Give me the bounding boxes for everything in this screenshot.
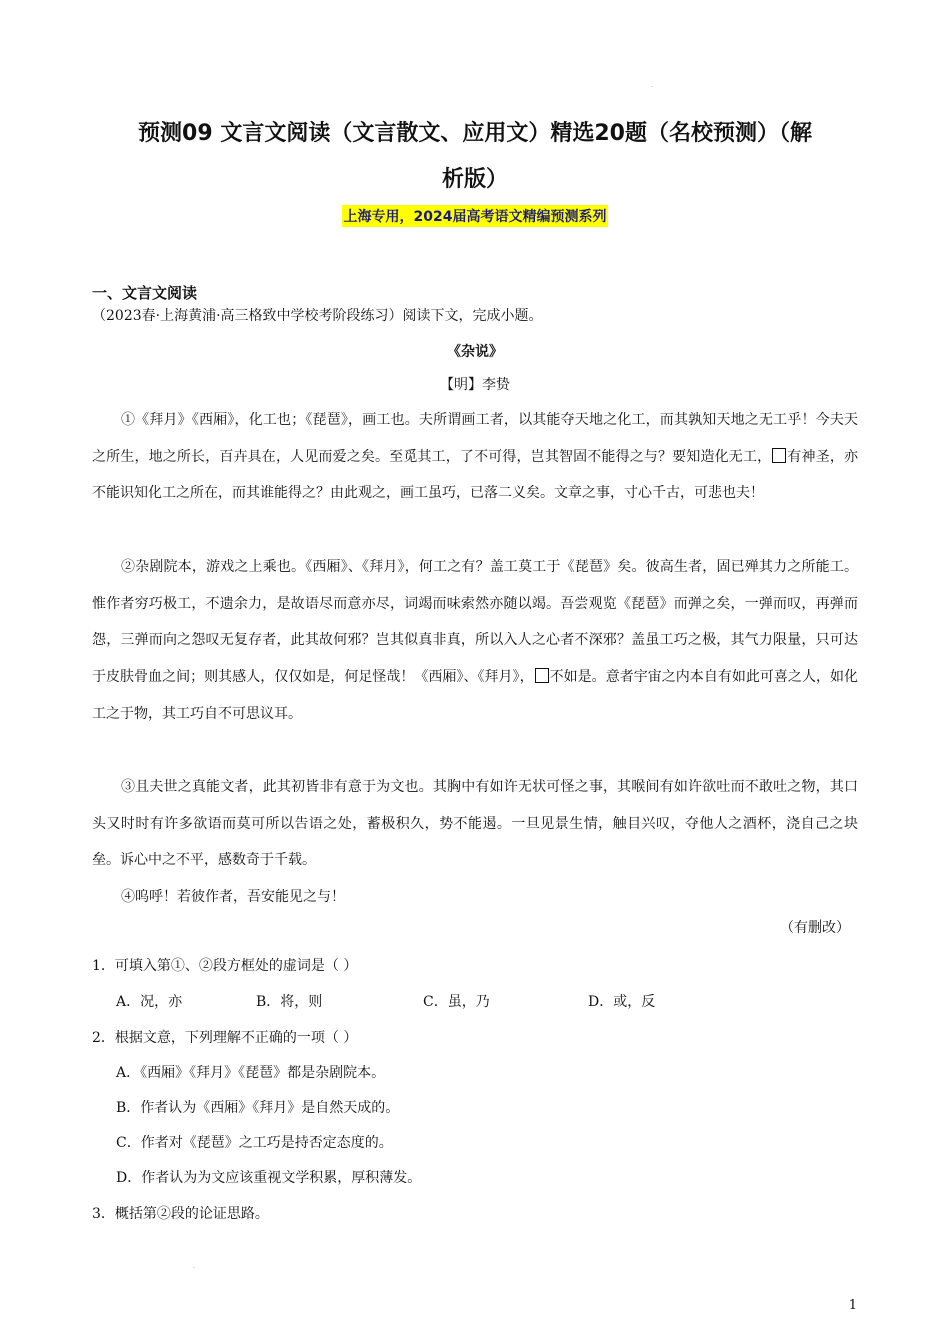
page-number: 1 xyxy=(848,1298,857,1313)
q1-option-a: A．况，亦 xyxy=(116,994,183,1010)
passage-paragraph-4: ④呜呼！若彼作者，吾安能见之与！ xyxy=(121,889,345,905)
blank-box-2 xyxy=(535,668,549,683)
q2-option-c: C．作者对《琵琶》之工巧是持否定态度的。 xyxy=(116,1135,393,1151)
question-source: （2023春·上海黄浦·高三格致中学校考阶段练习）阅读下文，完成小题。 xyxy=(92,308,543,324)
blank-box-1 xyxy=(772,448,786,463)
question-3: 3．概括第②段的论证思路。 xyxy=(92,1206,269,1222)
passage-author: 【明】李贽 xyxy=(440,377,510,393)
passage-note: （有删改） xyxy=(780,920,850,936)
q1-option-c: C．虽，乃 xyxy=(423,994,490,1010)
subtitle-container xyxy=(0,205,950,227)
paragraph-1-text-b: 有神圣，亦不能识知化工之所在，而其谁能得之？由此观之，画工虽巧，已落二义矣。文章之事，寸心千古，可悲也夫！ xyxy=(92,448,859,502)
page-title-line1: 预测09 文言文阅读（文言散文、应用文）精选20题（名校预测）（解 xyxy=(138,121,812,146)
q2-option-d: D．作者认为为文应该重视文学积累，厚积薄发。 xyxy=(116,1170,422,1186)
q1-option-d: D．或，反 xyxy=(588,994,656,1010)
subtitle-highlight: 上海专用，2024届高考语文精编预测系列 xyxy=(342,205,609,227)
passage-paragraph-2 xyxy=(92,549,858,733)
q2-option-b: B．作者认为《西厢》《拜月》是自然天成的。 xyxy=(116,1100,400,1116)
section-heading: 一、文言文阅读 xyxy=(92,284,198,302)
mark-dot: . xyxy=(651,82,653,89)
paragraph-2-text-b: 不如是。意者宇宙之内本自有如此可喜之人，如化工之于物，其工巧自不可思议耳。 xyxy=(92,669,859,722)
page-title-line2: 析版） xyxy=(441,167,508,192)
question-1: 1．可填入第①、②段方框处的虚词是（ ） xyxy=(92,958,358,974)
passage-paragraph-1 xyxy=(92,402,858,512)
question-2: 2．根据文意，下列理解不正确的一项（ ） xyxy=(92,1030,358,1046)
paragraph-2-text-a: ②杂剧院本，游戏之上乘也。《西厢》、《拜月》，何工之有？盖工莫工于《琵琶》矣。彼高生者，固已殚其力之所能工。惟作者穷巧极工，不遗余力，是故语尽而意亦尽，词竭而味索然亦随以竭。吾尝观览《琵琶》而弹之矣，一弹而叹，再弹而怨，三弹而向之怨叹无复存者，此其故何邪？岂其似真非真，所以入人之心者不深邪？盖虽工巧之极，其气力限量，只可达于皮肤骨血之间；则其感人，仅仅如是，何足怪哉！《西厢》、《拜月》， xyxy=(92,559,858,686)
q2-option-a: A．《西厢》《拜月》《琵琶》都是杂剧院本。 xyxy=(116,1065,386,1081)
mark-dot-2: . xyxy=(193,1263,195,1270)
paragraph-1-text-a: ①《拜月》《西厢》，化工也；《琵琶》，画工也。夫所谓画工者，以其能夺天地之化工，而其孰知天地之无工乎！今夫天之所生，地之所长，百卉具在，人见而爱之矣。至觅其工，了不可得，岂其智固不能得之与？要知造化无工， xyxy=(92,412,858,465)
q1-option-b: B．将，则 xyxy=(256,994,323,1010)
passage-title: 《杂说》 xyxy=(447,344,503,360)
passage-paragraph-3: ③且夫世之真能文者，此其初皆非有意于为文也。其胸中有如许无状可怪之事，其喉间有如许欲吐而不敢吐之物，其口头又时时有许多欲语而莫可所以告语之处，蓄极积久，势不能遏。一旦见景生情，触目兴叹，夺他人之酒杯，浇自己之块垒。诉心中之不平，感数奇于千载。 xyxy=(92,779,858,869)
